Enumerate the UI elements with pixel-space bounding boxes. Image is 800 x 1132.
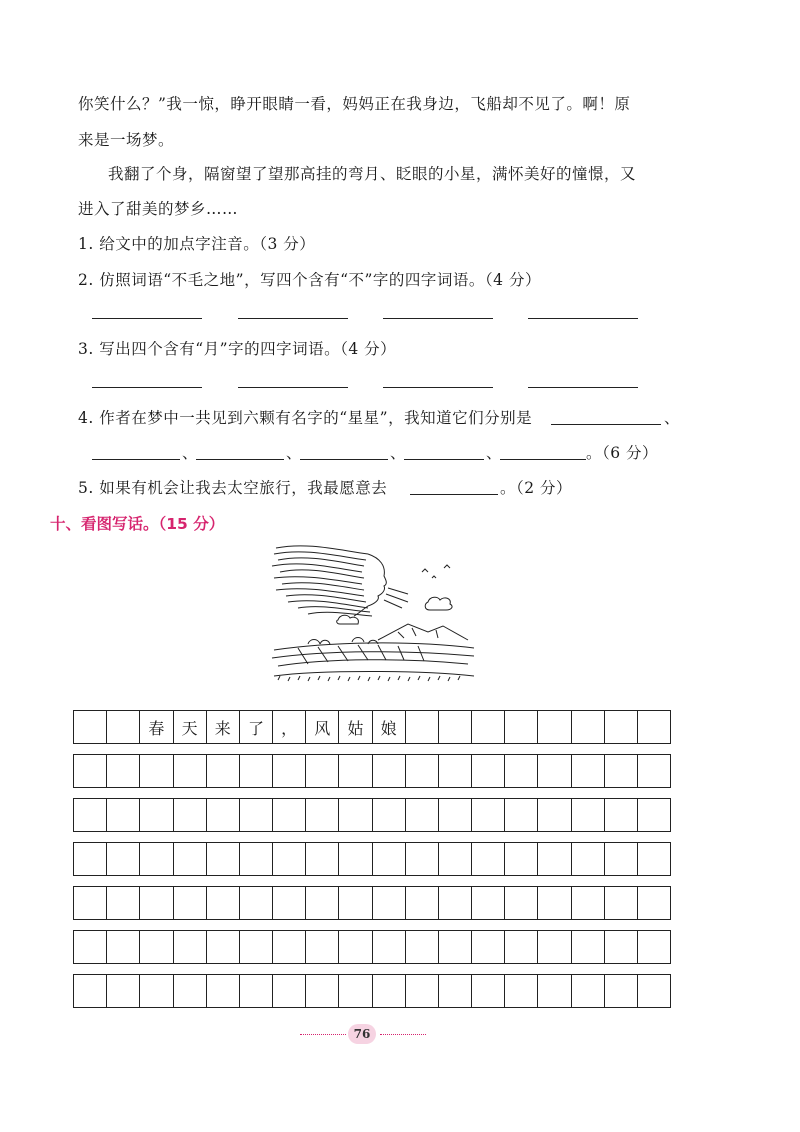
answer-blank-q2-1[interactable] — [92, 318, 202, 319]
passage-line-1: 你笑什么？”我一惊，睁开眼睛一看，妈妈正在我身边，飞船却不见了。啊！原 — [78, 95, 631, 113]
grid-cell[interactable] — [305, 843, 338, 875]
grid-cell[interactable]: 春 — [139, 711, 172, 743]
grid-cell[interactable] — [604, 887, 637, 919]
grid-cell[interactable] — [139, 975, 172, 1007]
grid-cell[interactable] — [438, 711, 471, 743]
grid-row — [73, 754, 671, 788]
passage-line-3: 我翻了个身，隔窗望了望那高挂的弯月、眨眼的小星，满怀美好的憧憬，又 — [108, 165, 637, 183]
grid-cell[interactable] — [537, 887, 570, 919]
grid-cell[interactable] — [206, 755, 239, 787]
section-ten-heading: 十、看图写话。（15 分） — [50, 515, 225, 533]
grid-cell[interactable] — [173, 843, 206, 875]
grid-cell[interactable] — [173, 799, 206, 831]
grid-cell[interactable] — [106, 711, 139, 743]
grid-cell[interactable] — [305, 799, 338, 831]
grid-cell[interactable] — [571, 755, 604, 787]
grid-cell[interactable] — [372, 755, 405, 787]
grid-cell[interactable] — [637, 711, 670, 743]
grid-cell[interactable] — [604, 711, 637, 743]
grid-cell[interactable] — [537, 711, 570, 743]
question-2: 2. 仿照词语“不毛之地”，写四个含有“不”字的四字词语。（4 分） — [78, 271, 541, 289]
answer-blank-q2-2[interactable] — [238, 318, 348, 319]
grid-cell[interactable] — [438, 843, 471, 875]
grid-cell[interactable] — [239, 931, 272, 963]
grid-cell[interactable] — [604, 755, 637, 787]
grid-cell[interactable] — [106, 799, 139, 831]
grid-cell[interactable] — [305, 975, 338, 1007]
grid-cell[interactable] — [571, 931, 604, 963]
grid-cell[interactable] — [438, 887, 471, 919]
q4-sep-2: 、 — [286, 444, 303, 462]
grid-cell[interactable] — [239, 755, 272, 787]
answer-blank-q4-1[interactable] — [551, 424, 661, 425]
grid-cell[interactable]: 风 — [305, 711, 338, 743]
answer-blank-q4-5[interactable] — [404, 459, 484, 460]
grid-cell[interactable] — [139, 843, 172, 875]
passage-line-4: 进入了甜美的梦乡…… — [78, 200, 239, 218]
q4-sep-4: 、 — [486, 444, 503, 462]
question-3: 3. 写出四个含有“月”字的四字词语。（4 分） — [78, 340, 397, 358]
grid-cell[interactable] — [471, 755, 504, 787]
grid-cell[interactable] — [272, 975, 305, 1007]
grid-cell[interactable] — [239, 975, 272, 1007]
grid-cell[interactable] — [571, 799, 604, 831]
grid-cell[interactable] — [206, 799, 239, 831]
grid-cell[interactable]: 了 — [239, 711, 272, 743]
grid-cell[interactable] — [537, 843, 570, 875]
grid-cell[interactable] — [239, 799, 272, 831]
grid-cell[interactable] — [372, 887, 405, 919]
grid-cell[interactable] — [471, 975, 504, 1007]
answer-blank-q5[interactable] — [410, 494, 498, 495]
q4-comma: 、 — [664, 409, 681, 427]
grid-cell[interactable] — [405, 931, 438, 963]
grid-cell[interactable] — [74, 843, 106, 875]
grid-cell[interactable] — [405, 887, 438, 919]
grid-cell[interactable] — [272, 931, 305, 963]
grid-row — [73, 930, 671, 964]
grid-cell[interactable] — [438, 755, 471, 787]
grid-cell[interactable] — [74, 799, 106, 831]
grid-cell[interactable] — [504, 755, 537, 787]
grid-cell[interactable] — [305, 755, 338, 787]
grid-row — [73, 798, 671, 832]
grid-cell[interactable] — [504, 843, 537, 875]
grid-cell[interactable] — [438, 975, 471, 1007]
grid-cell[interactable]: 娘 — [372, 711, 405, 743]
grid-cell[interactable] — [173, 887, 206, 919]
grid-cell[interactable] — [405, 975, 438, 1007]
grid-cell[interactable] — [604, 799, 637, 831]
grid-cell[interactable] — [471, 887, 504, 919]
grid-cell[interactable] — [471, 799, 504, 831]
grid-cell[interactable] — [405, 711, 438, 743]
q4-end: 。（6 分） — [586, 444, 659, 462]
grid-cell[interactable] — [206, 975, 239, 1007]
answer-blank-q4-6[interactable] — [500, 459, 586, 460]
grid-cell[interactable] — [338, 931, 371, 963]
grid-cell[interactable] — [139, 755, 172, 787]
grid-cell[interactable] — [74, 887, 106, 919]
grid-cell[interactable] — [637, 755, 670, 787]
q4-sep-3: 、 — [390, 444, 407, 462]
grid-cell[interactable] — [74, 931, 106, 963]
grid-cell[interactable] — [338, 975, 371, 1007]
grid-cell[interactable] — [637, 843, 670, 875]
grid-cell[interactable] — [173, 931, 206, 963]
grid-cell[interactable] — [637, 975, 670, 1007]
answer-blank-q2-3[interactable] — [383, 318, 493, 319]
grid-cell[interactable] — [438, 799, 471, 831]
grid-cell[interactable] — [405, 755, 438, 787]
answer-blank-q4-4[interactable] — [300, 459, 388, 460]
grid-cell[interactable] — [173, 755, 206, 787]
grid-cell[interactable] — [106, 843, 139, 875]
grid-cell[interactable] — [106, 931, 139, 963]
page-number: 76 — [348, 1024, 376, 1044]
answer-blank-q2-4[interactable] — [528, 318, 638, 319]
grid-cell[interactable] — [139, 887, 172, 919]
grid-cell[interactable] — [305, 887, 338, 919]
grid-cell[interactable] — [338, 799, 371, 831]
grid-cell[interactable] — [173, 975, 206, 1007]
grid-cell[interactable] — [74, 755, 106, 787]
grid-cell[interactable]: ， — [272, 711, 305, 743]
answer-blank-q4-2[interactable] — [92, 459, 180, 460]
answer-blank-q3-2[interactable] — [238, 387, 348, 388]
grid-cell[interactable] — [239, 843, 272, 875]
grid-cell[interactable] — [305, 931, 338, 963]
q4-sep-1: 、 — [182, 444, 199, 462]
grid-cell[interactable] — [637, 931, 670, 963]
grid-cell[interactable] — [504, 931, 537, 963]
grid-cell[interactable] — [338, 887, 371, 919]
writing-grid[interactable] — [73, 710, 671, 1018]
question-5: 5. 如果有机会让我去太空旅行，我最愿意去 — [78, 479, 388, 497]
grid-cell[interactable] — [372, 975, 405, 1007]
grid-cell[interactable] — [338, 843, 371, 875]
grid-cell[interactable] — [206, 843, 239, 875]
grid-cell[interactable] — [106, 887, 139, 919]
wind-girl-landscape-illustration — [268, 540, 480, 692]
grid-cell[interactable] — [571, 711, 604, 743]
grid-cell[interactable] — [604, 931, 637, 963]
grid-row — [73, 974, 671, 1008]
grid-cell[interactable] — [139, 931, 172, 963]
grid-cell[interactable] — [272, 799, 305, 831]
grid-cell[interactable] — [272, 843, 305, 875]
grid-cell[interactable] — [571, 975, 604, 1007]
grid-cell[interactable] — [106, 975, 139, 1007]
grid-cell[interactable] — [537, 931, 570, 963]
grid-cell[interactable]: 来 — [206, 711, 239, 743]
answer-blank-q3-1[interactable] — [92, 387, 202, 388]
grid-cell[interactable] — [504, 711, 537, 743]
grid-cell[interactable] — [272, 887, 305, 919]
grid-cell[interactable] — [372, 799, 405, 831]
grid-cell[interactable] — [504, 799, 537, 831]
grid-cell[interactable] — [206, 887, 239, 919]
grid-cell[interactable] — [405, 799, 438, 831]
grid-cell[interactable] — [338, 755, 371, 787]
q5-end: 。（2 分） — [500, 479, 573, 497]
grid-cell[interactable] — [139, 799, 172, 831]
passage-line-2: 来是一场梦。 — [78, 131, 175, 149]
grid-cell[interactable] — [571, 843, 604, 875]
grid-cell[interactable] — [637, 799, 670, 831]
answer-blank-q3-4[interactable] — [528, 387, 638, 388]
grid-cell[interactable] — [239, 887, 272, 919]
grid-cell[interactable] — [604, 843, 637, 875]
question-4: 4. 作者在梦中一共见到六颗有名字的“星星”，我知道它们分别是 — [78, 409, 533, 427]
question-1: 1. 给文中的加点字注音。（3 分） — [78, 235, 316, 253]
grid-cell[interactable] — [74, 975, 106, 1007]
answer-blank-q3-3[interactable] — [383, 387, 493, 388]
grid-cell[interactable] — [637, 887, 670, 919]
grid-cell[interactable] — [537, 975, 570, 1007]
grid-cell[interactable]: 姑 — [338, 711, 371, 743]
grid-row — [73, 842, 671, 876]
grid-cell[interactable] — [471, 931, 504, 963]
grid-cell[interactable] — [537, 799, 570, 831]
grid-cell[interactable]: 天 — [173, 711, 206, 743]
grid-cell[interactable] — [206, 931, 239, 963]
grid-cell[interactable] — [405, 843, 438, 875]
page-footer — [300, 1024, 426, 1044]
grid-row — [73, 710, 671, 744]
answer-blank-q4-3[interactable] — [196, 459, 284, 460]
grid-cell[interactable] — [372, 843, 405, 875]
grid-cell[interactable] — [106, 755, 139, 787]
grid-cell[interactable] — [471, 711, 504, 743]
grid-cell[interactable] — [372, 931, 405, 963]
grid-cell[interactable] — [272, 755, 305, 787]
grid-cell[interactable] — [571, 887, 604, 919]
grid-cell[interactable] — [74, 711, 106, 743]
grid-cell[interactable] — [537, 755, 570, 787]
grid-cell[interactable] — [604, 975, 637, 1007]
grid-row — [73, 886, 671, 920]
grid-cell[interactable] — [438, 931, 471, 963]
grid-cell[interactable] — [504, 975, 537, 1007]
grid-cell[interactable] — [504, 887, 537, 919]
grid-cell[interactable] — [471, 843, 504, 875]
